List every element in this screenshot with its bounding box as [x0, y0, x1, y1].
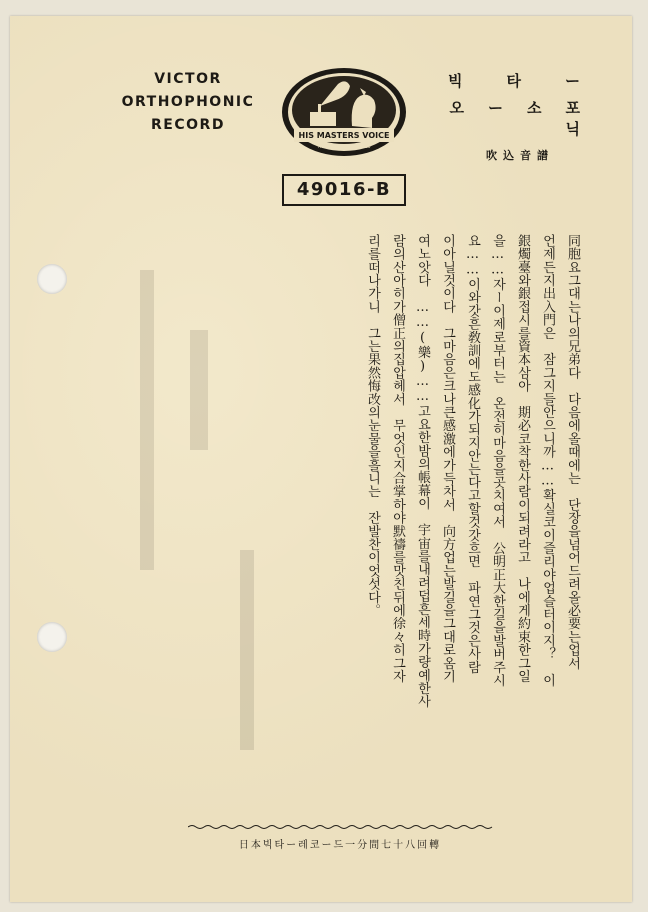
lyric-line: 이아닐것이다 그마음은크나큰感激에가득차서 向方업는발길을그대로옴기: [440, 234, 455, 683]
kr-name-line-3: 吹込音譜: [486, 149, 554, 162]
logo-subtext: TRADE MARK REGISTERED: [317, 144, 371, 149]
brand-english: [108, 68, 268, 137]
brand-line-2: ORTHOPHONIC: [121, 94, 255, 110]
lyric-line: 同胞요그대는나의兄弟다 다음에올때에는 단장을넘어드려올必要는업서: [565, 234, 580, 670]
brand-line-3: RECORD: [151, 117, 225, 133]
lyric-line: 여노앗다 ……(樂)……고요한밤의帳幕이 宇宙를내려덥흔세時가량예한사: [415, 234, 430, 708]
wavy-divider: [188, 824, 496, 830]
lyric-line: 을……자ー이제로부터는 온전히마음을곳치여서 公明正大한길을발버주시: [490, 234, 505, 687]
bleed-through-text: [130, 250, 290, 810]
binder-hole-bottom: [37, 622, 67, 652]
lyrics-text: [335, 234, 585, 808]
kr-name-line-2: 오ー소포닉: [449, 99, 604, 138]
lyric-line: 銀燭臺와銀접시를資本삼아 期必코착한사람이되려라고 나에게約束한그일: [515, 234, 530, 683]
brand-korean: [420, 70, 624, 163]
lyric-line: 요……이와갓흔敎訓에도感化가되지안는다고할것갓흐면 파연그것은사람: [465, 234, 480, 674]
brand-line-1: VICTOR: [154, 71, 222, 87]
lyric-line: 람의산아히가僧正의집압헤서 무엇인지合掌하야默禱를맛친뒤에徐々히그자: [390, 234, 405, 683]
logo-text: HIS MASTERS VOICE: [298, 131, 390, 140]
lyric-line: 리를떠나가니 그는果然悔改의눈물을흘니는 잔발찬이엇섯다。: [365, 234, 380, 617]
lyric-line: 언제든지出入門은 잠그지들안으니까……확실코이즐리야업슬터이지？ 이: [540, 234, 555, 687]
catalog-number-box: 49016-B: [282, 174, 406, 206]
his-masters-voice-logo-icon: [280, 66, 408, 158]
kr-name-line-1: 빅타ー: [448, 72, 624, 90]
binder-hole-top: [37, 264, 67, 294]
footer-speed-note: 日本빅타ー레코ー드一分間七十八回轉: [238, 840, 442, 851]
